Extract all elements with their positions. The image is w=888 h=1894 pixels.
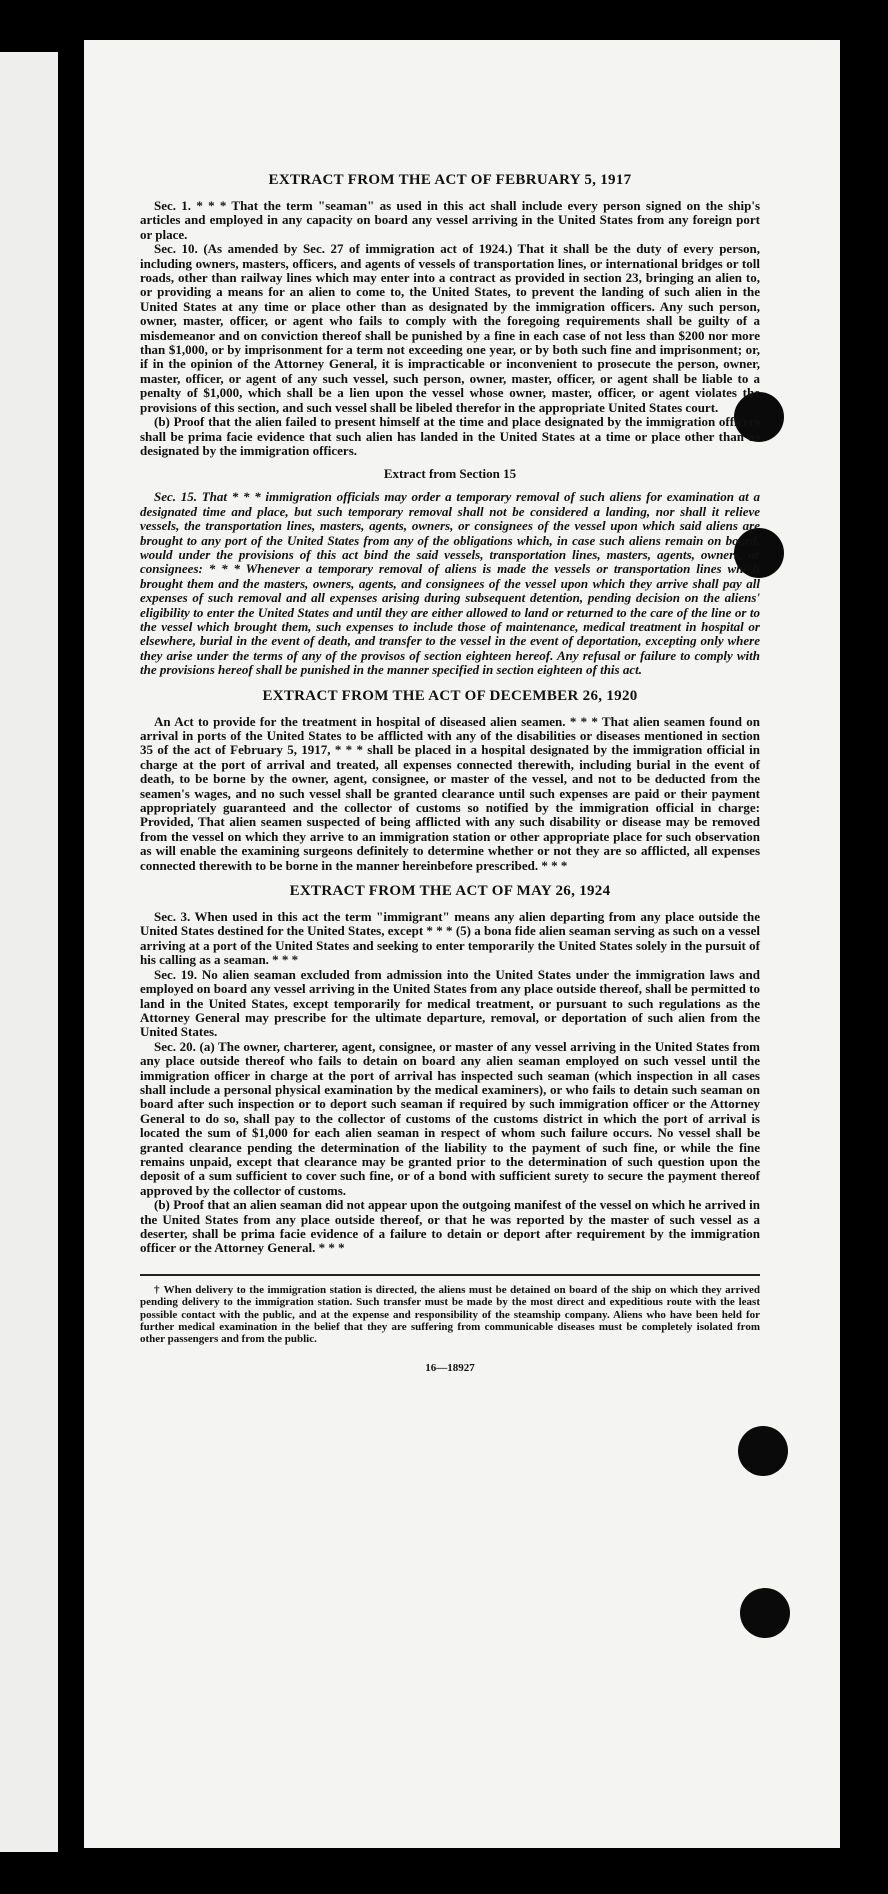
section-heading: EXTRACT FROM THE ACT OF MAY 26, 1924 xyxy=(289,883,611,900)
adjacent-page-strip xyxy=(0,52,58,1852)
paragraph: Sec. 1. * * * That the term "seaman" as used in this act shall include every person signed on the ship's articles and employed in any capacity on board any vessel arriving in the United States from any foreign port or place. xyxy=(140,198,760,242)
paragraph: Sec. 20. (a) The owner, charterer, agent, consignee, or master of any vessel arriving in the United States from any place outside thereof who fails to detain on board any alien seaman employed on such vessel until the immigration officer in charge at the port of arrival has inspected such seaman (which inspection in all cases shall include a personal physical examination by the medical examiners), or who fails to detain such seaman on board after such inspection or to deport such seaman if required by such immigration officer or the Attorney General to do so, shall pay to the collector of customs of the customs district in which the port of arrival is located the sum of $1,000 for each alien seaman in respect of whom such failure occurs. No vessel shall be granted clearance pending the determination of the liability to the payment of such fine, or while the fine remains unpaid, except that clearance may be granted prior to the determination of such question upon the deposit of a sum sufficient to cover such fine, or of a bond with sufficient surety to secure the payment thereof approved by the collector of customs. xyxy=(140,1038,760,1198)
paragraph: (b) Proof that an alien seaman did not appear upon the outgoing manifest of the vessel on which he arrived in the United States from any place outside thereof, or that he was reported by the master of such vessel as a deserter, shall be prima facie evidence of a failure to detain or deport after requirement by the immigration officer or the Attorney General. * * * xyxy=(140,1197,760,1256)
paragraph: (b) Proof that the alien failed to present himself at the time and place designated by the immigration officers shall be prima facie evidence that such alien has landed in the United States at a time or place other than as designated by the immigration officers. xyxy=(140,414,760,458)
section-heading: EXTRACT FROM THE ACT OF DECEMBER 26, 1920 xyxy=(262,687,638,704)
section-heading: EXTRACT FROM THE ACT OF FEBRUARY 5, 1917 xyxy=(268,172,632,188)
paragraph: Sec. 19. No alien seaman excluded from admission into the United States under the immigration laws and employed on board any vessel arriving in the United States from any place outside thereof, shall be permitted to land in the United States, except temporarily for medical treatment, or pursuant to such regulations as the Attorney General may prescribe for the ultimate departure, removal, or deportation of such alien from the United States. xyxy=(140,966,760,1040)
document-body xyxy=(140,172,760,1374)
footnote xyxy=(140,1284,760,1346)
page-number: 16—18927 xyxy=(425,1361,475,1374)
footnote-divider xyxy=(140,1274,760,1276)
paragraph: Sec. 3. When used in this act the term "immigrant" means any alien departing from any place outside the United States destined for the United States, except * * * (5) a bona fide alien seaman serving as such on a vessel arriving at a port of the United States and seeking to enter temporarily the United States solely in the pursuit of his calling as a seaman. * * * xyxy=(140,909,760,968)
footnote-text: † When delivery to the immigration station is directed, the aliens must be detained on board of the ship on which they arrived pending delivery to the immigration station. Such transfer must be made by the most direct and expeditious route with the least possible contact with the public, and at the expense and responsibility of the steamship company. Aliens who have been held for further medical examination in the belief that they are suffering from communicable diseases must be completely isolated from other passengers and from the public. xyxy=(140,1283,760,1346)
section-subheading: Extract from Section 15 xyxy=(383,466,517,482)
paragraph: Sec. 15. That * * * immigration officials may order a temporary removal of such aliens for examination at a designated time and place, but such temporary removal shall not be considered a landing, nor shall it relieve vessels, the transportation lines, masters, agents, owners, or consignees of the vessel upon which said aliens are brought to any port of the United States from any of the obligations which, in case such aliens remain on board, would under the provisions of this act bind the said vessels, transportation lines, masters, agents, owners, or consignees: * * * Whenever a temporary removal of aliens is made the vessels or transportation lines which brought them and the masters, owners, agents, and consignees of the vessel upon which they arrive shall pay all expenses of such removal and all expenses arising during subsequent detention, pending decision on the aliens' eligibility to enter the United States and until they are either allowed to land or returned to the care of the line or to the vessel which brought them, such expenses to include those of maintenance, medical treatment in hospital or elsewhere, burial in the event of death, and transfer to the vessel in the event of deportation, excepting only where they arise under the terms of any of the provisos of section eighteen hereof. Any refusal or failure to comply with the provisions hereof shall be punished in the manner specified in section eighteen of this act. xyxy=(140,489,760,678)
punch-hole xyxy=(740,1588,790,1638)
paragraph: Sec. 10. (As amended by Sec. 27 of immigration act of 1924.) That it shall be the duty of every person, including owners, masters, officers, and agents of vessels of transportation lines, or international bridges or toll roads, other than railway lines which may enter into a contract as provided in section 23, bringing an alien to, or providing a means for an alien to come to, the United States, to prevent the landing of such alien in the United States at any time or place other than as designated by the immigration officers. Any such person, owner, master, officer, or agent who fails to comply with the foregoing requirements shall be guilty of a misdemeanor and on conviction thereof shall be punished by a fine in each case of not less than $200 nor more than $1,000, or by imprisonment for a term not exceeding one year, or by both such fine and imprisonment; or, if in the opinion of the Attorney General, it is impracticable or inconvenient to prosecute the person, owner, master, officer, or agent of any such vessel, such person, owner, master, officer, or agent shall be liable to a penalty of $1,000, which shall be a lien upon the vessel whose owner, master, officer, or agent violates the provisions of this section, and such vessel shall be libeled therefor in the appropriate United States court. xyxy=(140,241,760,415)
punch-hole xyxy=(738,1426,788,1476)
paragraph: An Act to provide for the treatment in hospital of diseased alien seamen. * * * That alien seamen found on arrival in ports of the United States to be afflicted with any of the disabilities or diseases mentioned in section 35 of the act of February 5, 1917, * * * shall be placed in a hospital designated by the immigration official in charge at the port of arrival and treated, all expenses connected therewith, including burial in the event of death, to be borne by the owner, agent, consignee, or master of the vessel, and not to be deducted from the seamen's wages, and no such vessel shall be granted clearance until such expenses are paid or their payment appropriately guaranteed and the collector of customs so notified by the immigration official in charge: Provided, That alien seamen suspected of being afflicted with any such disability or disease may be removed from the vessel on which they arrive to an immigration station or other appropriate place for such observation as will enable the examining surgeons definitely to determine whether or not they are so afflicted, all expenses connected therewith to be borne in the manner hereinbefore prescribed. * * * xyxy=(140,713,760,873)
